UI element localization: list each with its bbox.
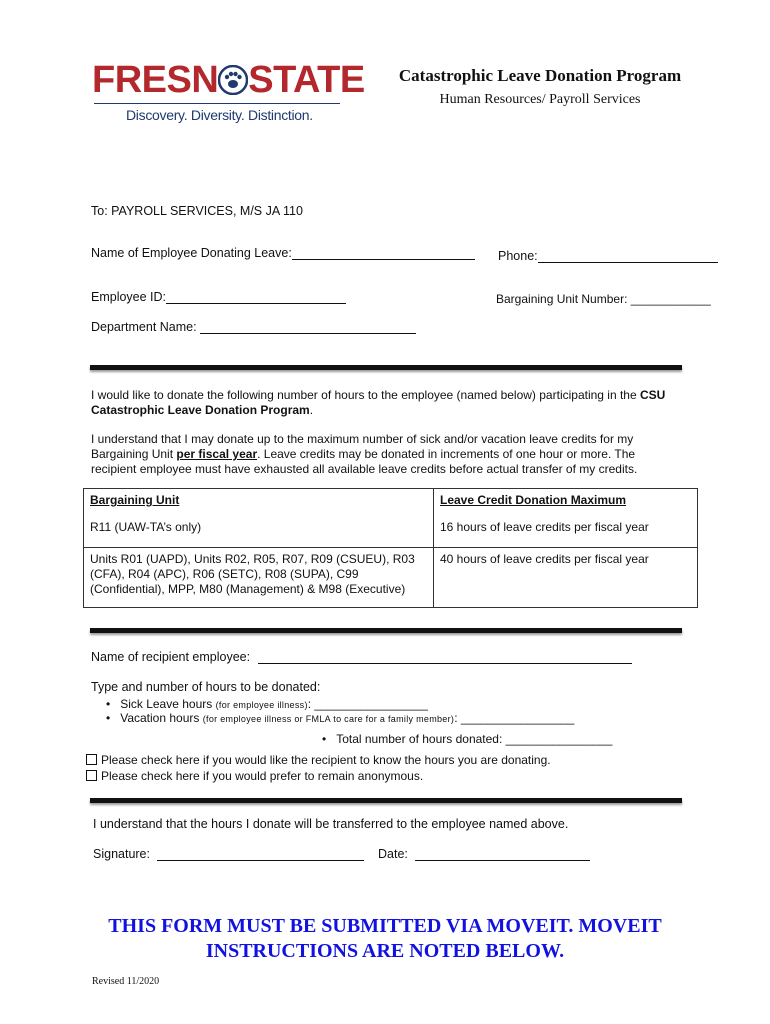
employee-id-field[interactable] xyxy=(166,290,346,304)
notice-line-2: INSTRUCTIONS ARE NOTED BELOW. xyxy=(205,940,565,962)
moveit-notice xyxy=(60,914,710,964)
logo-word-left: FRESN xyxy=(92,59,219,101)
date-label: Date: xyxy=(378,847,408,861)
department-label: Department Name: xyxy=(91,320,201,334)
vacation-field[interactable]: : _________________ xyxy=(454,711,575,725)
recipient-name-field[interactable] xyxy=(258,650,632,664)
phone-field[interactable] xyxy=(538,250,718,263)
table-cell: Units R01 (UAPD), Units R02, R05, R07, R09 (CSUEU), R03 (CFA), R04 (APC), R06 (SETC), R08 (SUPA), C99 (Confidential), MPP, M80 (Management) & M98 (Executive) xyxy=(84,548,434,608)
logo-divider xyxy=(94,103,340,104)
employee-id-label: Employee ID: xyxy=(91,290,167,304)
sick-leave-row xyxy=(106,697,428,711)
anonymous-row xyxy=(86,769,423,783)
recipient-name-label: Name of recipient employee: xyxy=(91,650,251,664)
section-divider-3 xyxy=(90,798,682,803)
table-header-row xyxy=(84,489,698,513)
intro-p1-text: I would like to donate the following number of hours to the employee (named below) participating in the xyxy=(91,388,640,402)
intro-p2-a: I understand that I may donate up to the maximum number of sick and/or vacation leave credits for my Bargaining Unit xyxy=(91,432,634,461)
bullet-icon: • xyxy=(106,697,121,711)
know-hours-row xyxy=(86,753,551,767)
transfer-statement: I understand that the hours I donate will be transferred to the employee named above. xyxy=(93,817,569,831)
per-fiscal-year: per fiscal year xyxy=(176,447,258,461)
know-hours-label: Please check here if you would like the recipient to know the hours you are donating. xyxy=(101,753,551,767)
department-field[interactable] xyxy=(200,320,416,334)
bargaining-unit-number[interactable]: Bargaining Unit Number: ____________ xyxy=(496,292,711,306)
employee-id-row xyxy=(91,290,346,304)
sick-leave-label: Sick Leave hours xyxy=(120,697,213,711)
department-row xyxy=(91,320,416,334)
intro-paragraph-2 xyxy=(91,432,681,477)
revised-date: Revised 11/2020 xyxy=(92,976,160,987)
intro-p1-end: . xyxy=(309,403,314,417)
notice-line-1: THIS FORM MUST BE SUBMITTED VIA MOVEIT. MOVEIT xyxy=(108,915,662,937)
section-divider-1 xyxy=(90,365,682,370)
vacation-label: Vacation hours xyxy=(120,711,200,725)
phone-label: Phone: xyxy=(498,249,538,263)
date-row xyxy=(378,847,590,861)
logo-tagline: Discovery. Diversity. Distinction. xyxy=(126,107,313,123)
signature-row xyxy=(93,847,364,861)
bullet-icon: • xyxy=(106,711,121,725)
program-name: CSU Catastrophic Leave Donation Program xyxy=(91,388,666,417)
to-line: To: PAYROLL SERVICES, M/S JA 110 xyxy=(91,204,303,218)
total-hours-row xyxy=(322,732,612,746)
intro-paragraph-1 xyxy=(91,388,681,418)
paw-icon xyxy=(218,65,248,95)
vacation-row xyxy=(106,711,574,725)
know-hours-checkbox[interactable] xyxy=(86,754,97,765)
date-field[interactable] xyxy=(415,847,590,861)
table-cell: 40 hours of leave credits per fiscal year xyxy=(434,548,698,608)
intro-p2-b: . Leave credits may be donated in increments of one hour or more. The recipient employee must have exhausted all available leave credits before actual transfer of my credits. xyxy=(91,447,638,476)
form-title: Catastrophic Leave Donation Program xyxy=(398,66,682,85)
table-row xyxy=(84,548,698,608)
bargaining-unit-table xyxy=(83,488,698,608)
donation-type-label: Type and number of hours to be donated: xyxy=(91,680,321,694)
phone-row xyxy=(498,249,718,263)
sick-leave-field[interactable]: : _________________ xyxy=(307,697,428,711)
table-header: Bargaining Unit xyxy=(84,489,434,513)
employee-name-field[interactable] xyxy=(292,246,475,260)
bullet-icon: • xyxy=(322,732,337,746)
table-row xyxy=(84,512,698,548)
anonymous-label: Please check here if you would prefer to remain anonymous. xyxy=(101,769,424,783)
employee-name-label: Name of Employee Donating Leave: xyxy=(91,246,292,260)
employee-name-row xyxy=(91,246,475,260)
fresno-state-logo xyxy=(92,58,365,128)
signature-label: Signature: xyxy=(93,847,150,861)
signature-field[interactable] xyxy=(157,847,364,861)
anonymous-checkbox[interactable] xyxy=(86,770,97,781)
total-hours-field[interactable]: Total number of hours donated: ________________ xyxy=(336,732,613,746)
table-cell: R11 (UAW-TA’s only) xyxy=(84,512,434,548)
section-divider-2 xyxy=(90,628,682,633)
table-cell: 16 hours of leave credits per fiscal year xyxy=(434,512,698,548)
sick-leave-note: (for employee illness) xyxy=(215,700,308,710)
logo-wordmark xyxy=(92,58,365,102)
table-header: Leave Credit Donation Maximum xyxy=(434,489,698,513)
form-subtitle: Human Resources/ Payroll Services xyxy=(439,92,641,107)
logo-word-right: STATE xyxy=(248,59,365,101)
vacation-note: (for employee illness or FMLA to care for a family member) xyxy=(202,714,455,724)
recipient-name-row xyxy=(91,650,632,664)
